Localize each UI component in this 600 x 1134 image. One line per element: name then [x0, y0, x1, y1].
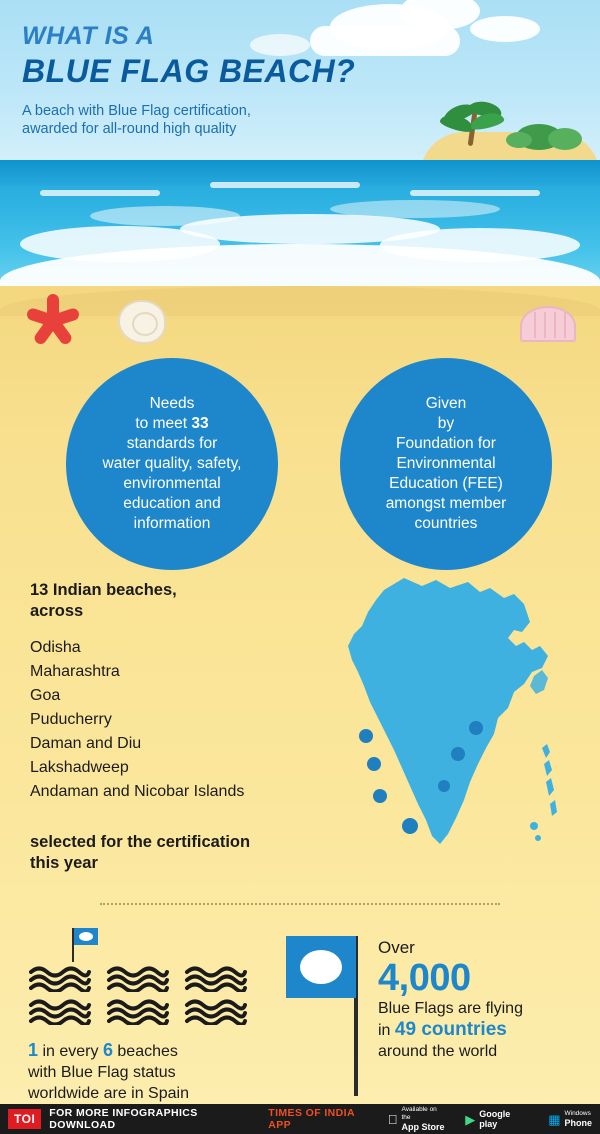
page-subtitle-line2: awarded for all-round high quality — [22, 121, 237, 137]
windows-big: Phone — [564, 1117, 592, 1128]
wave-line — [210, 182, 360, 188]
wave-icon — [28, 999, 92, 1025]
wave-icon — [184, 999, 248, 1025]
windows-phone-button[interactable] — [548, 1110, 592, 1129]
spain-ratio-denominator: 6 — [102, 1040, 113, 1060]
wave-icon — [106, 999, 170, 1025]
app-store-big: App Store — [397, 1121, 441, 1132]
world-stat-line4: around the world — [378, 1043, 498, 1060]
spain-stat-line2: with Blue Flag status — [28, 1064, 176, 1081]
world-stat-over: Over — [378, 938, 415, 957]
india-map — [318, 568, 578, 898]
apple-icon — [388, 1113, 398, 1126]
app-store-button[interactable] — [388, 1106, 446, 1133]
fact-circle-standards: Needs to meet 33 standards for water quality, safety, environmental education and information — [66, 358, 278, 570]
beaches-title-line2: across — [30, 602, 84, 620]
world-stat-countries: 49 countries — [394, 1019, 507, 1040]
beaches-footer-line1: selected for the certification — [30, 833, 251, 851]
bush-icon — [548, 128, 582, 150]
beaches-footer-line2: this year — [30, 854, 98, 872]
world-stat-number: 4,000 — [378, 957, 471, 999]
wave-icon-grid — [28, 966, 258, 1032]
wave-line — [410, 190, 540, 196]
list-item: Puducherry — [30, 711, 112, 728]
footer-text: FOR MORE INFOGRAPHICS DOWNLOAD — [49, 1107, 198, 1131]
starfish-icon — [24, 292, 82, 346]
blue-flag-icon — [286, 936, 372, 1096]
list-item: Goa — [30, 687, 61, 704]
cloud-icon — [470, 16, 540, 42]
scallop-shell-icon — [520, 306, 576, 342]
beaches-title-line1: 13 Indian beaches, — [30, 581, 177, 599]
list-item: Lakshadweep — [30, 759, 129, 776]
seashell-icon — [118, 300, 166, 344]
google-play-button[interactable] — [465, 1109, 528, 1129]
google-play-label: Google play — [477, 1109, 509, 1129]
spain-stat-text — [28, 1040, 264, 1104]
toi-logo: TOI — [8, 1109, 41, 1129]
list-item: Daman and Diu — [30, 735, 142, 752]
state-list — [30, 636, 330, 804]
spain-stat-line3: worldwide are in Spain — [28, 1085, 189, 1102]
list-item: Odisha — [30, 639, 81, 656]
page-subtitle-line1: A beach with Blue Flag certification, — [22, 103, 251, 119]
beaches-footer — [30, 832, 350, 874]
spain-ratio-numerator: 1 — [28, 1040, 39, 1060]
spain-ratio-mid: in every — [38, 1043, 103, 1060]
world-stat-line3-pre: in — [378, 1022, 395, 1039]
world-stat-line2: Blue Flags are flying — [378, 1000, 523, 1017]
list-item: Maharashtra — [30, 663, 120, 680]
spain-ratio-after: beaches — [112, 1043, 178, 1060]
fact-circle-fee: Given by Foundation for Environmental Education (FEE) amongst member countries — [340, 358, 552, 570]
page-title-line2: BLUE FLAG BEACH? — [22, 53, 356, 89]
wave-icon — [106, 966, 170, 992]
wave-line — [40, 190, 160, 196]
wave-icon — [28, 966, 92, 992]
blue-flag-icon — [72, 928, 100, 962]
app-store-small: Available on the — [397, 1105, 433, 1121]
footer-bar — [0, 1104, 600, 1134]
page-title-line1: WHAT IS A — [22, 22, 155, 50]
beaches-title — [30, 580, 290, 622]
section-divider — [100, 903, 500, 905]
windows-icon: ▦ — [548, 1111, 561, 1127]
header-text-block — [22, 22, 355, 138]
list-item: Andaman and Nicobar Islands — [30, 783, 245, 800]
play-icon: ▶ — [463, 1111, 474, 1127]
wave-icon — [184, 966, 248, 992]
bush-icon — [506, 132, 532, 148]
windows-small: Windows — [564, 1109, 591, 1117]
footer-app-name: TIMES OF INDIA APP — [268, 1107, 355, 1131]
